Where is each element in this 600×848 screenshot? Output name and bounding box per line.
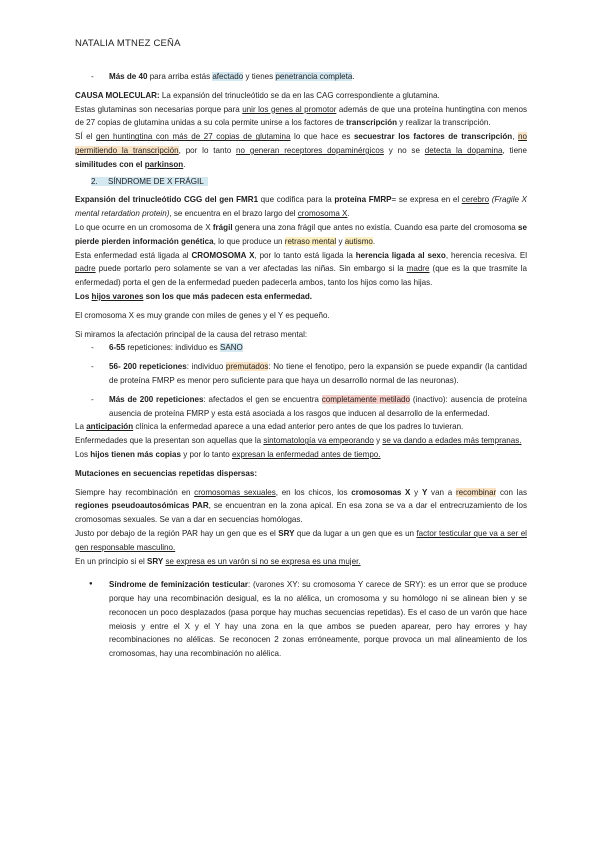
paragraph-hijos-varones: Los hijos varones son los que más padecen esta enfermedad. — [75, 291, 313, 301]
paragraph-sry-expresion: En un principio si el SRY se expresa es un varón si no se expresa es una mujer. — [75, 556, 361, 566]
list-item: - 56- 200 repeticiones: individuo premutados: No tiene el fenotipo, pero la expansión se puede expandir (la cantidad de proteína FMRP es menor pero suficiente para que haya un desarrollo normal de las neuronas). — [75, 360, 527, 388]
paragraph-enfermedades: Enfermedades que la presentan son aquellas que la sintomatología va empeorando y se va dando a edades más tempranas. — [75, 436, 522, 446]
subheading-mutaciones: Mutaciones en secuencias repetidas dispersas: — [75, 468, 258, 478]
list-item: ● Síndrome de feminización testicular: (varones XY: su cromosoma Y carece de SRY): es un error que se produce porque hay una recombinación desigual, es la no alélica, un cromosoma y su homólogo ni se alinean bien y se reconocen un poco desplazados (pasa porque hay muchas secuencias repetidas). Es el caso de un varón que hace meiosis y entre el X y el Y hay una zona en la que ambos se pueden aparear, pero hay errores y hay recombinaciones no alélicas. Se reconocen 2 zonas erróneamente, porque provoca un mal alineamiento de los cromosomas, hay una recombinación no alélica. — [75, 578, 527, 661]
paragraph-anticipacion: La anticipación clínica la enfermedad aparece a una edad anterior pero antes de que los padres lo tuvieran. — [75, 422, 464, 432]
paragraph-cromosoma-fragil: Lo que ocurre en un cromosoma de X frágil genera una zona frágil que antes no existía. Cuando esa parte del cromosoma se pierde pierden información genética, lo que produce un retraso mental y autismo. — [75, 222, 527, 246]
bullet-list-huntington — [75, 70, 527, 84]
paragraph-herencia: Esta enfermedad está ligada al CROMOSOMA X, por lo tanto está ligada la herencia ligada al sexo, herencia recesiva. El padre puede portarlo pero solamente se van a ver afectadas las niñas. Sin embargo si la madre (que es la que trasmite la enfermedad) porta el gen de la enfermedad pueden padecerla ambos, tanto los hijos como las hijas. — [75, 250, 527, 288]
paragraph-glutaminas: Estas glutaminas son necesarias porque para unir los genes al promotor además de que una proteína huntingtina con menos de 27 copias de glutamina unidas a su cola permite unirse a los factores de transcripción y realizar la transcripción. — [75, 104, 527, 128]
paragraph-recombinacion: Siempre hay recombinación en cromosomas sexuales, en los chicos, los cromosomas X y Y van a recombinar con las regiones pseudoautosómicas PAR, se encuentran en la zona apical. En esa zona se va a dar el entrecruzamiento de los cromosomas sexuales. Se van a dar en secuencias homólogas. — [75, 487, 527, 525]
list-item: - Más de 40 para arriba estás afectado y tienes penetrancia completa. — [75, 70, 527, 84]
paragraph-huntingtina: SÍ el gen huntingtina con más de 27 copias de glutamina lo que hace es secuestrar los factores de transcripción, no permitiendo la transcripción, por lo tanto no generan receptores dopaminérgicos y no se detecta la dopamina, tiene similitudes con el parkinson. — [75, 132, 527, 169]
repeticiones-list — [75, 341, 527, 420]
list-item: - 6-55 repeticiones: individuo es SANO — [75, 341, 527, 355]
paragraph-sry: Justo por debajo de la región PAR hay un gen que es el SRY que da lugar a un gen que es un factor testicular que va a ser el gen responsable masculino. — [75, 528, 527, 552]
sindromes-list — [75, 578, 527, 661]
document-header-author: NATALIA MTNEZ CEÑA — [75, 38, 181, 49]
paragraph-cromosoma-x-y: El cromosoma X es muy grande con miles de genes y el Y es pequeño. — [75, 310, 330, 320]
section-heading-x-fragil: 2. SÍNDROME DE X FRÁGIL — [75, 175, 527, 189]
paragraph-fmr1: Expansión del trinucleótido CGG del gen FMR1 que codifica para la proteína FMRP= se expresa en el cerebro (Fragile X mental retardation protein), se encuentra en el brazo largo del cromosoma X. — [75, 195, 527, 219]
document-body — [75, 70, 527, 661]
paragraph-afectacion: Si miramos la afectación principal de la causa del retraso mental: — [75, 329, 308, 339]
list-item: - Más de 200 repeticiones: afectados el gen se encuentra completamente metilado (inactivo): ausencia de proteína ausencia de proteína FMRP y esta está asociada a los rasgos que inducen al desarrollo de la enfermedad. — [75, 393, 527, 421]
paragraph-causa-molecular: CAUSA MOLECULAR: La expansión del trinucleótido se da en las CAG correspondiente a glutamina. — [75, 90, 440, 100]
paragraph-hijos-copias: Los hijos tienen más copias y por lo tanto expresan la enfermedad antes de tiempo. — [75, 449, 381, 459]
